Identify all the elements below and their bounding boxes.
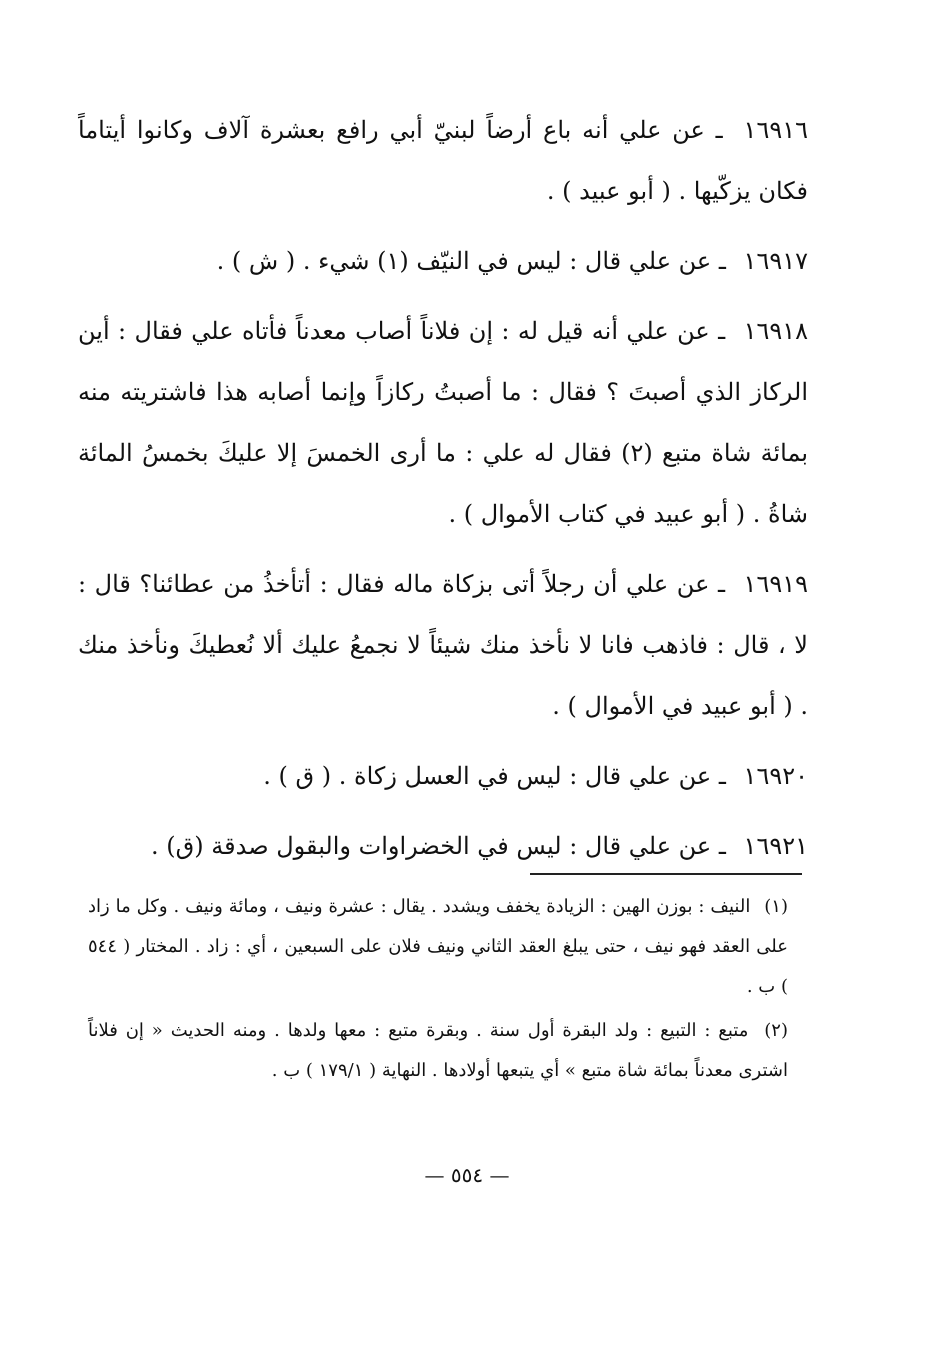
entry-text: ـ عن علي قال : ليس في الخضراوات والبقول صدقة (ق) . [151, 832, 726, 860]
footnote-marker: (٢) [764, 1020, 788, 1041]
footnotes [88, 887, 788, 1095]
page-number: — ٥٥٤ — [424, 1163, 510, 1187]
hadith-entry [78, 746, 808, 807]
entry-number: ١٦٩١٨ [743, 317, 809, 345]
entry-text: ـ عن علي أنه باع أرضاً لبنيّ أبي رافع بعشرة آلاف وكانوا أيتاماً فكان يزكّيها . ( أبو عبيد ) . [78, 116, 808, 205]
entry-number: ١٦٩١٧ [743, 247, 808, 275]
hadith-entry [78, 231, 808, 292]
entry-number: ١٦٩١٩ [743, 570, 808, 598]
footnote-separator [530, 873, 802, 876]
entry-number: ١٦٩١٦ [743, 116, 808, 144]
footnote [88, 1011, 788, 1091]
main-text [78, 100, 808, 886]
entry-number: ١٦٩٢٠ [743, 762, 808, 790]
hadith-entry [78, 301, 808, 545]
hadith-entry [78, 816, 808, 877]
footnote-marker: (١) [764, 896, 788, 917]
entry-number: ١٦٩٢١ [743, 832, 808, 860]
entry-text: ـ عن علي أنه قيل له : إن فلاناً أصاب معدناً فأتاه علي فقال : أين الركاز الذي أصبتَ ؟ فقال : ما أصبتُ ركازاً وإنما أصابه هذا فاشتريته منه بمائة شاة متبع (٢) فقال له علي : ما أرى الخمسَ إلا عليكَ بخمسُ المائة شاةُ . ( أبو عبيد في كتاب الأموال ) . [78, 317, 809, 528]
footnote-text: متبع : التبيع : ولد البقرة أول سنة . وبقرة متبع : معها ولدها . ومنه الحديث « إن فلاناً اشترى معدناً بمائة شاة متبع » أي يتبعها أولادها . النهاية ( ١٧٩/١ ) ب . [88, 1020, 788, 1081]
footnote-text: النيف : بوزن الهين : الزيادة يخفف ويشدد . يقال : عشرة ونيف ، ومائة ونيف . وكل ما زاد على العقد فهو نيف ، حتى يبلغ العقد الثاني ونيف فلان على السبعين ، أي : زاد . المختار ( ٥٤٤ ) ب . [88, 896, 788, 997]
entry-text: ـ عن علي قال : ليس في النيّف (١) شيء . ( ش ) . [216, 247, 726, 275]
entry-text: ـ عن علي قال : ليس في العسل زكاة . ( ق ) . [263, 762, 726, 790]
hadith-entry [78, 554, 808, 737]
hadith-entry [78, 100, 808, 222]
entry-text: ـ عن علي أن رجلاً أتى بزكاة ماله فقال : أتأخذُ من عطائنا؟ قال : لا ، قال : فاذهب فانا لا نأخذ منك شيئاً لا نجمعُ عليك ألا نُعطيكَ ونأخذ منك . ( أبو عبيد في الأموال ) . [78, 570, 808, 720]
footnote [88, 887, 788, 1007]
